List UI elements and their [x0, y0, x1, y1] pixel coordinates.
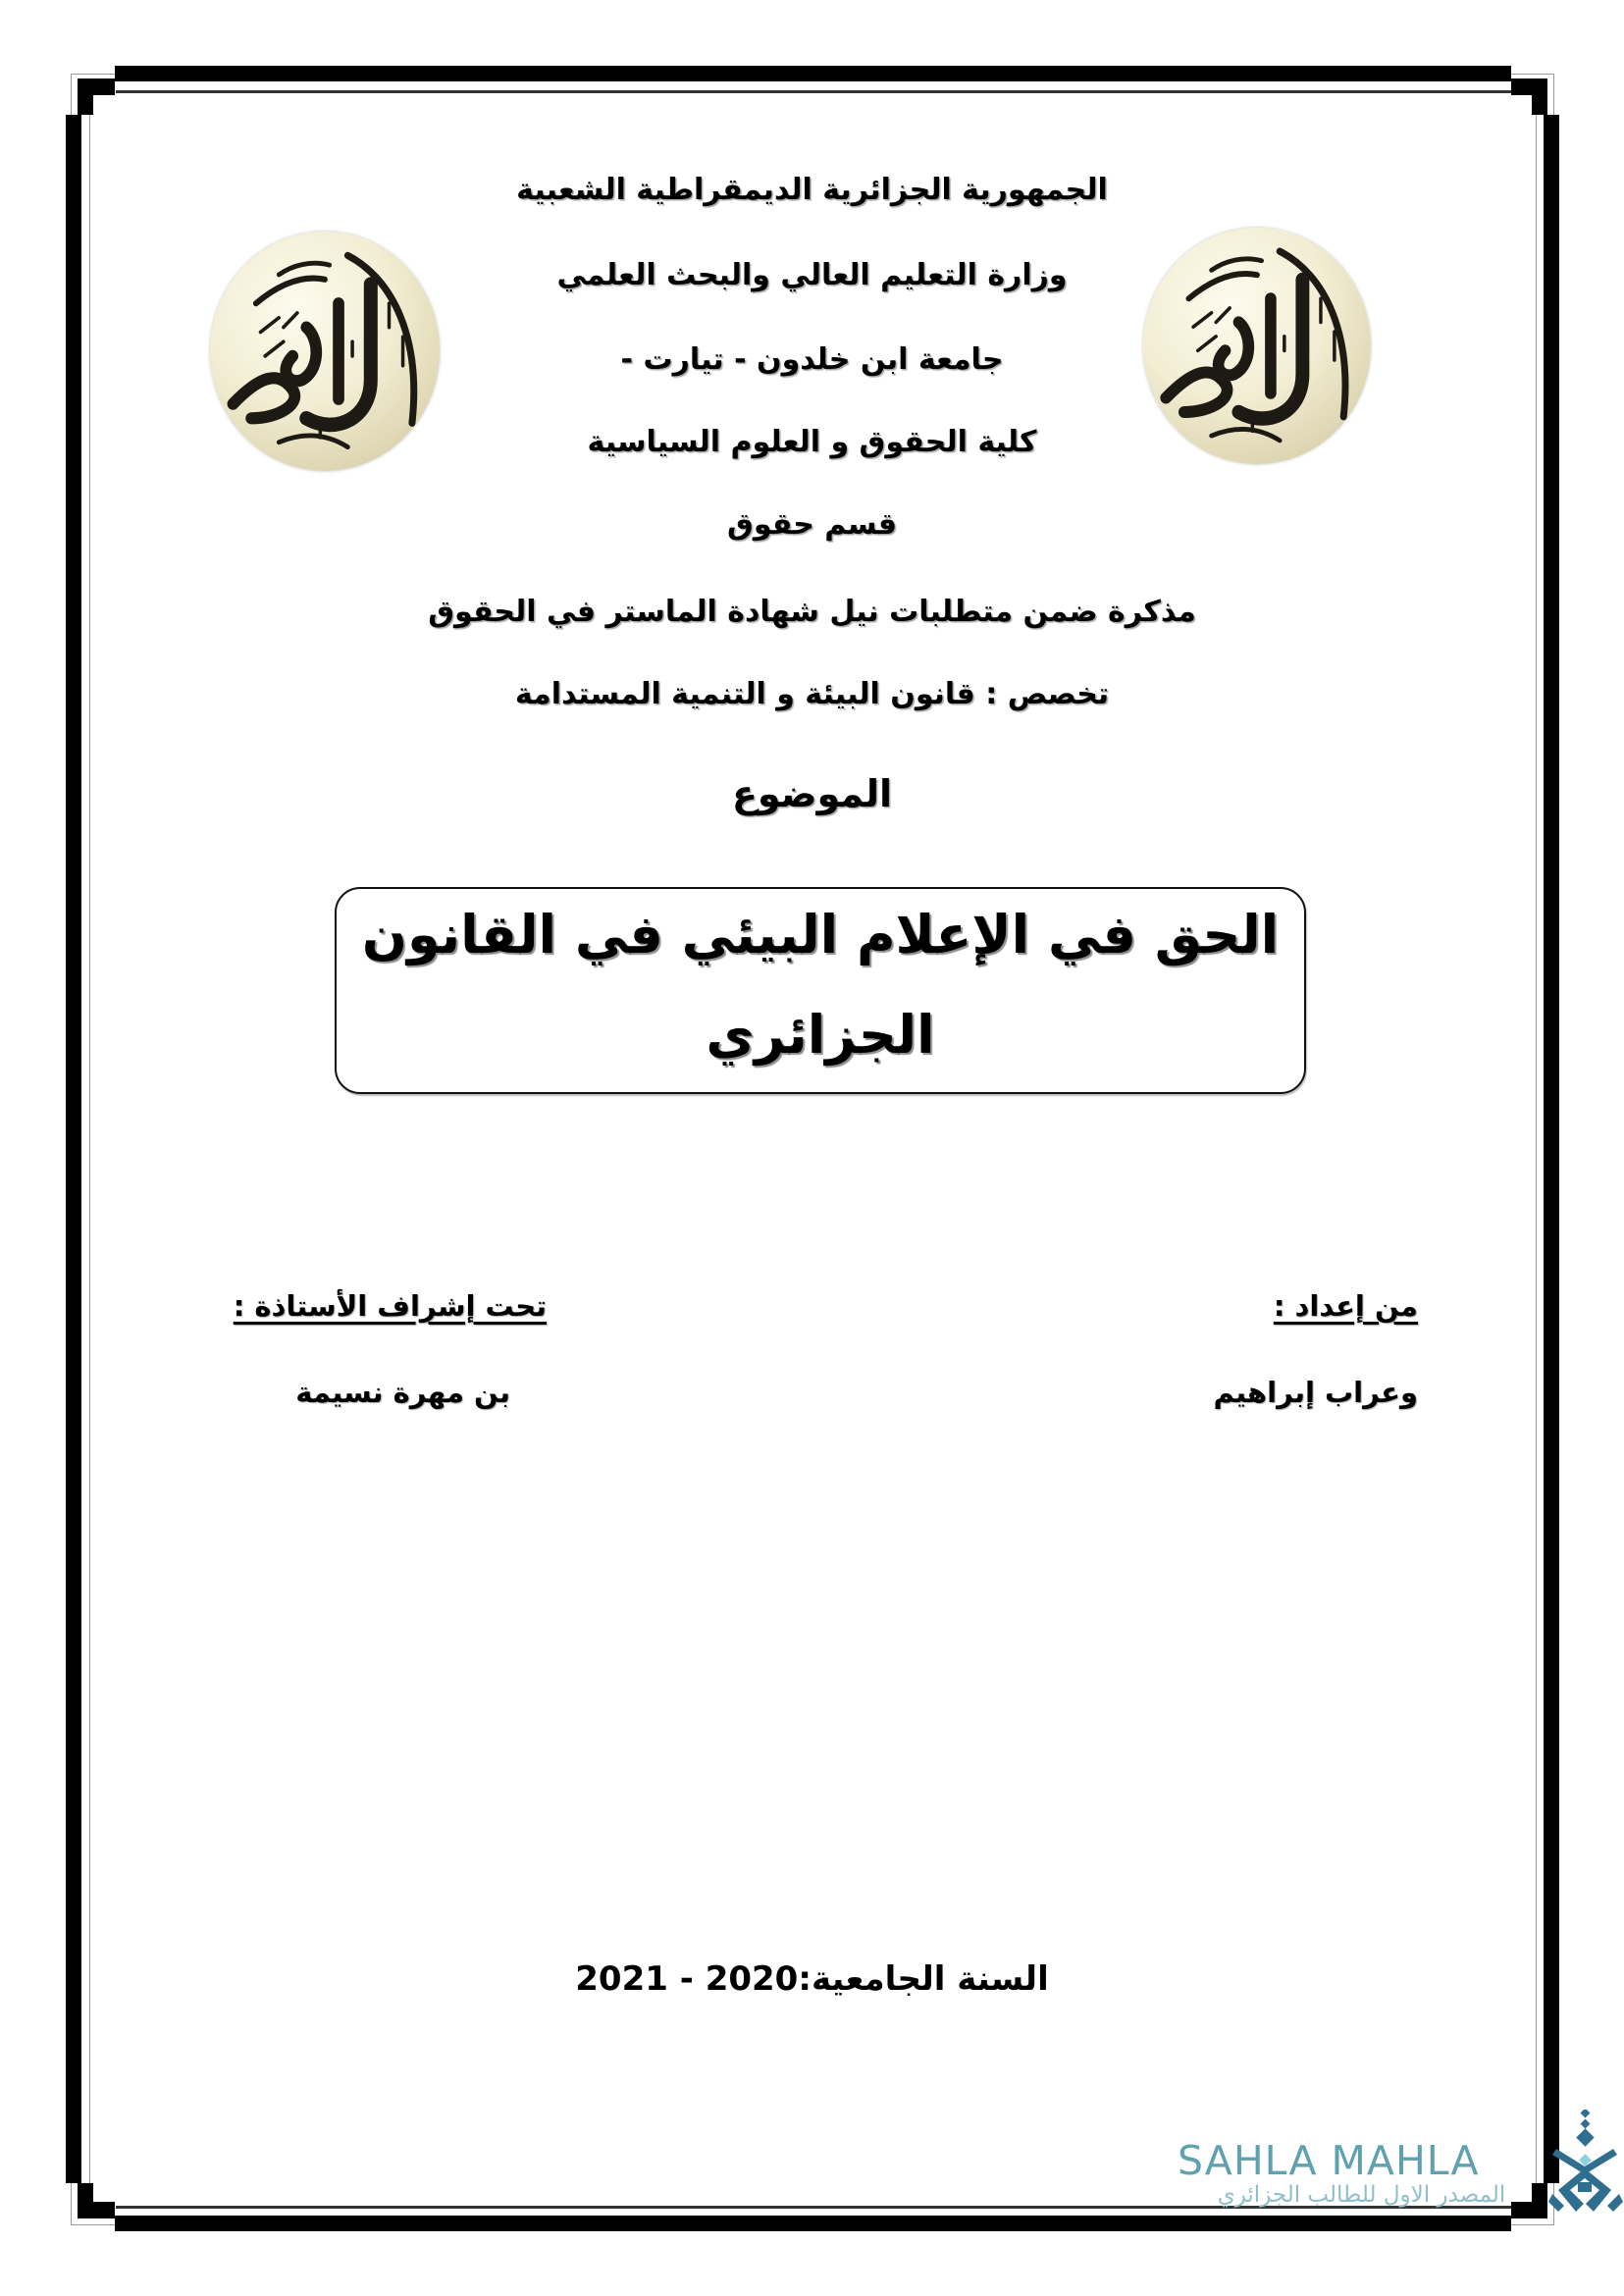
frame-corner-tr-hair — [1511, 74, 1554, 75]
supervised-by-label: تحت إشراف الأستاذة : — [233, 1289, 547, 1323]
frame-top-line — [116, 90, 1511, 93]
frame-corner-bl-v — [78, 2183, 93, 2218]
frame-corner-tr-v — [1532, 78, 1547, 115]
frame-corner-bl-hair — [71, 2224, 115, 2225]
thesis-title-line-2: الجزائري — [706, 1004, 935, 1066]
academic-year: السنة الجامعية:2020 - 2021 — [575, 1959, 1049, 1999]
frame-top-bar — [115, 66, 1511, 81]
frame-corner-tl-v — [78, 78, 93, 115]
department-name: قسم حقوق — [727, 507, 897, 542]
country-name: الجمهورية الجزائرية الديمقراطية الشعبية — [516, 173, 1108, 207]
prepared-by-label: من إعداد : — [1273, 1289, 1418, 1323]
frame-corner-tl-hair-v — [71, 74, 72, 115]
university-name: جامعة ابن خلدون - تيارت - — [620, 342, 1004, 377]
watermark-tagline: المصدر الاول للطالب الجزائري — [1217, 2182, 1506, 2208]
frame-corner-tl-hair — [71, 74, 115, 75]
sahla-mahla-logo-icon — [1548, 2110, 1623, 2218]
frame-corner-br-hair — [1511, 2224, 1554, 2225]
thesis-title-box — [335, 887, 1306, 1094]
thesis-note: مذكرة ضمن متطلبات نيل شهادة الماستر في الحقوق — [428, 595, 1196, 629]
supervisor-name: بن مهرة نسيمة — [295, 1376, 510, 1409]
thesis-title-line-1: الحق في الإعلام البيئي في القانون — [361, 904, 1280, 965]
frame-corner-tr-hair-v — [1553, 74, 1554, 115]
student-name: وعراب إبراهيم — [1213, 1376, 1418, 1409]
subject-label: الموضوع — [731, 772, 893, 815]
faculty-name: كلية الحقوق و العلوم السياسية — [587, 425, 1037, 459]
specialization: تخصص : قانون البيئة و التنمية المستدامة — [514, 677, 1110, 711]
frame-bottom-bar — [115, 2216, 1511, 2231]
watermark-brand: SAHLA MAHLA — [1178, 2137, 1480, 2184]
frame-corner-bl-hair-v — [71, 2183, 72, 2224]
ministry-name: وزارة التعليم العالي والبحث العلمي — [556, 258, 1068, 292]
